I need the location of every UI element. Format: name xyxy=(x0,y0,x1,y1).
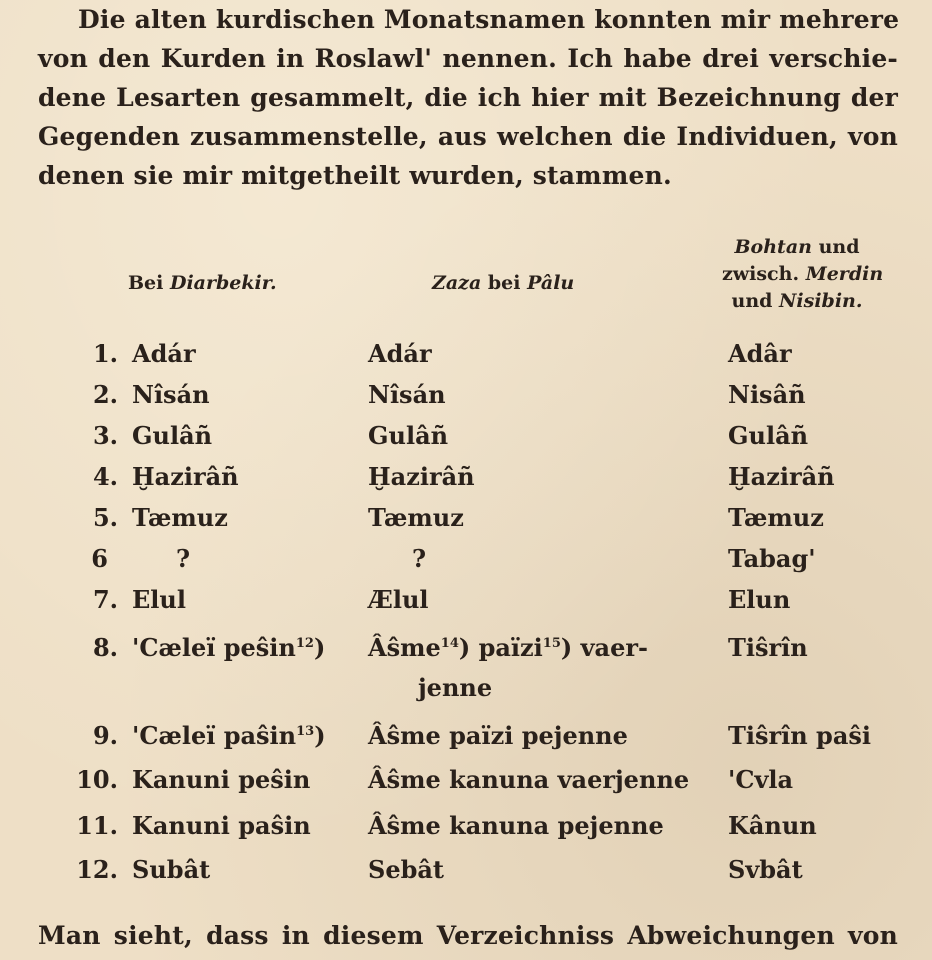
month-diarbekir: Subât xyxy=(132,855,211,884)
month-diarbekir: Tæmuz xyxy=(132,503,228,532)
month-zaza: Tæmuz xyxy=(368,503,464,532)
row-number: 11. xyxy=(76,811,118,840)
row-number: 12. xyxy=(76,855,118,884)
intro-line: Gegenden zusammenstelle, aus welchen die Individuen, von xyxy=(38,122,898,151)
header-bohtan-line3 xyxy=(722,288,872,315)
footnote-ref: 13 xyxy=(296,724,315,739)
month-diarbekir: Kanuni peŝin xyxy=(132,765,311,794)
month-bohtan: Svbât xyxy=(728,855,803,884)
header-bohtan-prefix3: und xyxy=(731,290,780,312)
table-row xyxy=(0,334,932,374)
header-diarbekir xyxy=(128,270,277,297)
table-row xyxy=(0,806,932,846)
month-zaza: Sebât xyxy=(368,855,445,884)
row-number: 8. xyxy=(92,633,118,662)
month-bohtan: Elun xyxy=(728,585,791,614)
month-diarbekir xyxy=(132,716,326,756)
row-number: 7. xyxy=(92,585,118,614)
table-row xyxy=(0,580,932,620)
table-row xyxy=(0,760,932,800)
month-bohtan: Tæmuz xyxy=(728,503,824,532)
month-bohtan: Tabag' xyxy=(728,544,816,573)
month-diarbekir: Elul xyxy=(132,585,186,614)
intro-paragraph xyxy=(38,0,898,195)
table-row xyxy=(0,457,932,497)
month-bohtan: Kânun xyxy=(728,811,817,840)
month-bohtan: Adâr xyxy=(728,339,792,368)
month-zaza: Âŝme païzi pejenne xyxy=(368,721,628,750)
month-diarbekir xyxy=(132,628,325,668)
table-row xyxy=(0,498,932,538)
table-row xyxy=(0,850,932,890)
month-zaza-text: Âŝme xyxy=(368,633,441,662)
month-bohtan: 'Cvla xyxy=(728,765,794,794)
month-bohtan: Tiŝrîn paŝi xyxy=(728,721,872,750)
month-diarbekir: Kanuni paŝin xyxy=(132,811,311,840)
header-zaza-mid: bei xyxy=(481,272,528,294)
month-diarbekir: Adár xyxy=(132,339,196,368)
intro-line: dene Lesarten gesammelt, die ich hier mit Bezeichnung der xyxy=(38,83,898,112)
table-row xyxy=(0,539,932,579)
footnote-ref: 14 xyxy=(440,636,459,651)
header-nisibin-place: Nisibin. xyxy=(779,290,863,312)
table-row xyxy=(0,416,932,456)
month-zaza-text2: ) païzi xyxy=(458,633,543,662)
header-zaza xyxy=(432,270,574,297)
intro-line: von den Kurden in Roslawl' nennen. Ich habe drei verschie- xyxy=(38,44,898,73)
footnote-ref: 12 xyxy=(295,636,314,651)
month-bohtan: Ḫazirâñ xyxy=(728,462,835,491)
table-row xyxy=(0,628,932,668)
month-zaza: Âŝme kanuna pejenne xyxy=(368,811,664,840)
month-zaza-text3: ) vaer- xyxy=(560,633,648,662)
intro-line: denen sie mir mitgetheilt wurden, stammen. xyxy=(38,161,672,190)
row-number: 10. xyxy=(76,765,118,794)
row-number: 3. xyxy=(92,421,118,450)
month-zaza: Nîsán xyxy=(368,380,446,409)
closing-paragraph xyxy=(38,916,898,955)
month-zaza: Adár xyxy=(368,339,432,368)
table-row xyxy=(0,716,932,756)
footnote-ref: 15 xyxy=(542,636,561,651)
month-zaza: Âŝme kanuna vaerjenne xyxy=(368,765,690,794)
header-bohtan-place: Bohtan xyxy=(734,236,812,258)
month-zaza: Ḫazirâñ xyxy=(368,462,475,491)
footnote-paren: ) xyxy=(313,633,326,662)
month-bohtan: Tiŝrîn xyxy=(728,633,808,662)
row-number: 9. xyxy=(92,721,118,750)
month-diarbekir: Nîsán xyxy=(132,380,210,409)
header-diarbekir-place: Diarbekir. xyxy=(169,272,277,294)
header-bohtan-line1 xyxy=(722,234,872,261)
month-bohtan: Gulâñ xyxy=(728,421,809,450)
row-number: 6 xyxy=(91,544,108,573)
header-zaza-place2: Pâlu xyxy=(527,272,575,294)
header-bohtan-prefix2: zwisch. xyxy=(722,263,806,285)
month-zaza: Ælul xyxy=(368,585,429,614)
month-diarbekir: Ḫazirâñ xyxy=(132,462,239,491)
row-number: 5. xyxy=(92,503,118,532)
closing-line: Man sieht, dass in diesem Verzeichniss Abweichungen von xyxy=(38,921,898,950)
intro-line: Die alten kurdischen Monatsnamen konnten mir mehrere xyxy=(78,5,900,34)
row-number: 2. xyxy=(92,380,118,409)
footnote-paren: ) xyxy=(314,721,326,750)
header-zaza-place: Zaza xyxy=(432,272,482,294)
month-diarbekir: Gulâñ xyxy=(132,421,213,450)
row-number: 4. xyxy=(92,462,118,491)
header-bohtan-line2 xyxy=(722,261,884,288)
header-diarbekir-prefix: Bei xyxy=(128,272,170,294)
month-zaza: Gulâñ xyxy=(368,421,449,450)
month-diarbekir-text: 'Cæleï paŝin xyxy=(132,721,297,750)
month-zaza: ? xyxy=(412,544,427,573)
month-diarbekir: ? xyxy=(176,544,191,573)
header-merdin-place: Merdin xyxy=(805,263,884,285)
header-bohtan-suffix: und xyxy=(811,236,860,258)
row-number: 1. xyxy=(92,339,118,368)
month-zaza-continuation: jenne xyxy=(418,673,493,702)
table-row xyxy=(0,375,932,415)
header-bohtan xyxy=(722,234,884,315)
month-zaza xyxy=(368,628,648,668)
month-diarbekir-text: 'Cæleï peŝin xyxy=(132,633,296,662)
month-bohtan: Nisâñ xyxy=(728,380,806,409)
